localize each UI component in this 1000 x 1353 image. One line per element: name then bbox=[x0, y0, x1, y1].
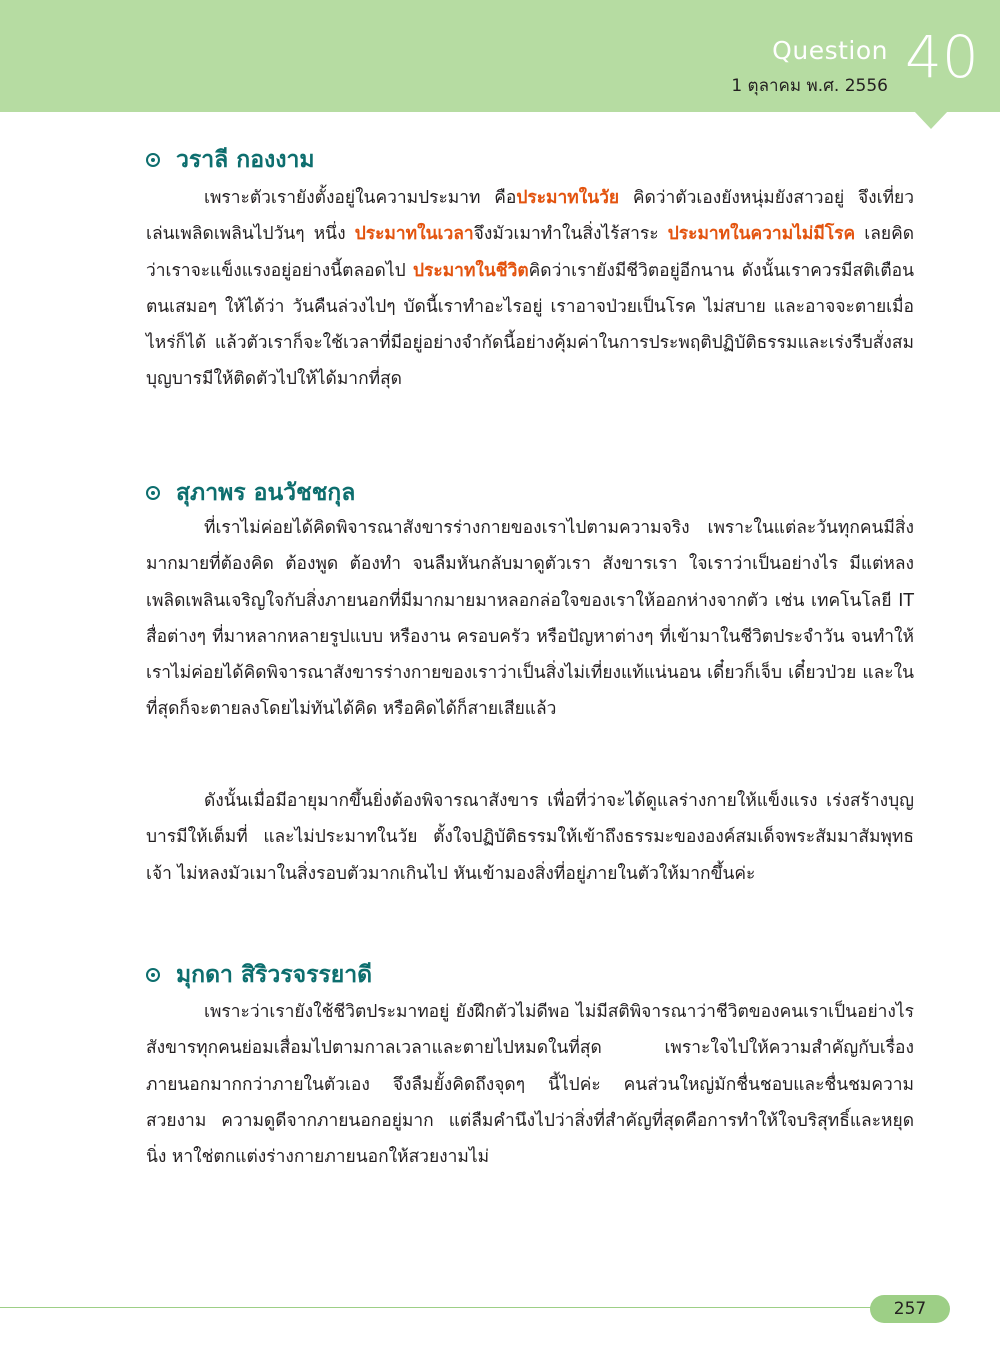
highlight-text: ประมาทในความไม่มีโรค bbox=[667, 224, 856, 245]
author-name: มุกดา สิริวรจรรยาดี bbox=[176, 962, 373, 988]
text-run: เพราะตัวเรายังตั้งอยู่ในความประมาท คือ bbox=[204, 188, 517, 208]
highlight-text: ประมาทในเวลา bbox=[354, 224, 474, 245]
author-name: วราลี กองงาม bbox=[176, 147, 315, 173]
answer-paragraph: เพราะว่าเรายังใช้ชีวิตประมาทอยู่ ยังฝึกตัวไม่ดีพอ ไม่มีสติพิจารณาว่าชีวิตของคนเราเป็นอย่างไร สังขารทุกคนย่อมเสื่อมไปตามกาลเวลาและตายไปหมดในที่สุด เพราะใจไปให้ความสำคัญกับเรื่องภายนอกมากกว่าภายในตัวเอง จึงลืมยั้งคิดถึงจุดๆ นี้ไปค่ะ คนส่วนใหญ่มักชื่นชอบและชื่นชมความสวยงาม ความดูดีจากภายนอกอยู่มาก แต่ลืมคำนึงไปว่าสิ่งที่สำคัญที่สุดคือการทำให้ใจบริสุทธิ์และหยุดนิ่ง หาใช่ตกแต่งร่างกายภายนอกให้สวยงามไม่ bbox=[146, 1002, 914, 1168]
header-notch bbox=[914, 111, 948, 129]
answer-paragraph bbox=[146, 180, 914, 398]
section-title-3 bbox=[146, 958, 372, 992]
author-name: สุภาพร อนวัชชกุล bbox=[176, 480, 356, 506]
text-run: เลยคิดว่าเราจะแข็งแรงอยู่อย่างนี้ตลอดไป bbox=[146, 224, 915, 281]
bullet-icon bbox=[146, 153, 160, 167]
question-number: 40 bbox=[905, 23, 979, 91]
section-title-1 bbox=[146, 143, 315, 177]
bullet-icon bbox=[146, 486, 160, 500]
text-run: จึงมัวเมาทำในสิ่งไร้สาระ bbox=[473, 224, 668, 245]
footer-line bbox=[0, 1307, 880, 1308]
question-label: Question bbox=[772, 36, 888, 65]
answer-paragraph: ดังนั้นเมื่อมีอายุมากขึ้นยิ่งต้องพิจารณาสังขาร เพื่อที่ว่าจะได้ดูแลร่างกายให้แข็งแรง เร่งสร้างบุญบารมีให้เต็มที่ และไม่ประมาทในวัย ตั้งใจปฏิบัติธรรมให้เข้าถึงธรรมะขององค์สมเด็จพระสัมมาสัมพุทธเจ้า ไม่หลงมัวเมาในสิ่งรอบตัวมากเกินไป หันเข้ามองสิ่งที่อยู่ภายในตัวให้มากขึ้นค่ะ bbox=[146, 791, 914, 884]
section-title-2 bbox=[146, 476, 355, 510]
highlight-text: ประมาทในชีวิต bbox=[413, 260, 529, 281]
text-run: คิดว่าเรายังมีชีวิตอยู่อีกนาน ดังนั้นเราควรมีสติเตือนตนเสมอๆ ให้ได้ว่า วันคืนล่วงไปๆ บัดนี้เราทำอะไรอยู่ เราอาจป่วยเป็นโรค ไม่สบาย และอาจจะตายเมื่อไหร่ก็ได้ แล้วตัวเราก็จะใช้เวลาที่มีอยู่อย่างจำกัดนี้อย่างคุ้มค่าในการประพฤติปฏิบัติธรรมและเร่งรีบสั่งสมบุญบารมีให้ติดตัวไปให้ได้มากที่สุด bbox=[146, 260, 914, 390]
text-run: คิดว่าตัวเองยังหนุ่มยังสาวอยู่ จึงเที่ยวเล่นเพลิดเพลินไปวันๆ หนึ่ง bbox=[146, 188, 914, 245]
question-date: 1 ตุลาคม พ.ศ. 2556 bbox=[731, 76, 888, 96]
answer-paragraph: ที่เราไม่ค่อยได้คิดพิจารณาสังขารร่างกายของเราไปตามความจริง เพราะในแต่ละวันทุกคนมีสิ่งมากมายที่ต้องคิด ต้องพูด ต้องทำ จนลืมหันกลับมาดูตัวเรา สังขารเรา ใจเราว่าเป็นอย่างไร มีแต่หลงเพลิดเพลินเจริญใจกับสิ่งภายนอกที่มีมากมายมาหลอกล่อใจของเราให้ออกห่างจากตัว เช่น เทคโนโลยี IT สื่อต่างๆ ที่มาหลากหลายรูปแบบ หรืองาน ครอบครัว หรือปัญหาต่างๆ ที่เข้ามาในชีวิตประจำวัน จนทำให้เราไม่ค่อยได้คิดพิจารณาสังขารร่างกายของเราว่าเป็นสิ่งไม่เที่ยงแท้แน่นอน เดี๋ยวก็เจ็บ เดี๋ยวป่วย และในที่สุดก็จะตายลงโดยไม่ทันได้คิด หรือคิดได้ก็สายเสียแล้ว bbox=[146, 518, 914, 720]
highlight-text: ประมาทในวัย bbox=[516, 188, 620, 208]
page-number: 257 bbox=[870, 1295, 950, 1323]
bullet-icon bbox=[146, 968, 160, 982]
